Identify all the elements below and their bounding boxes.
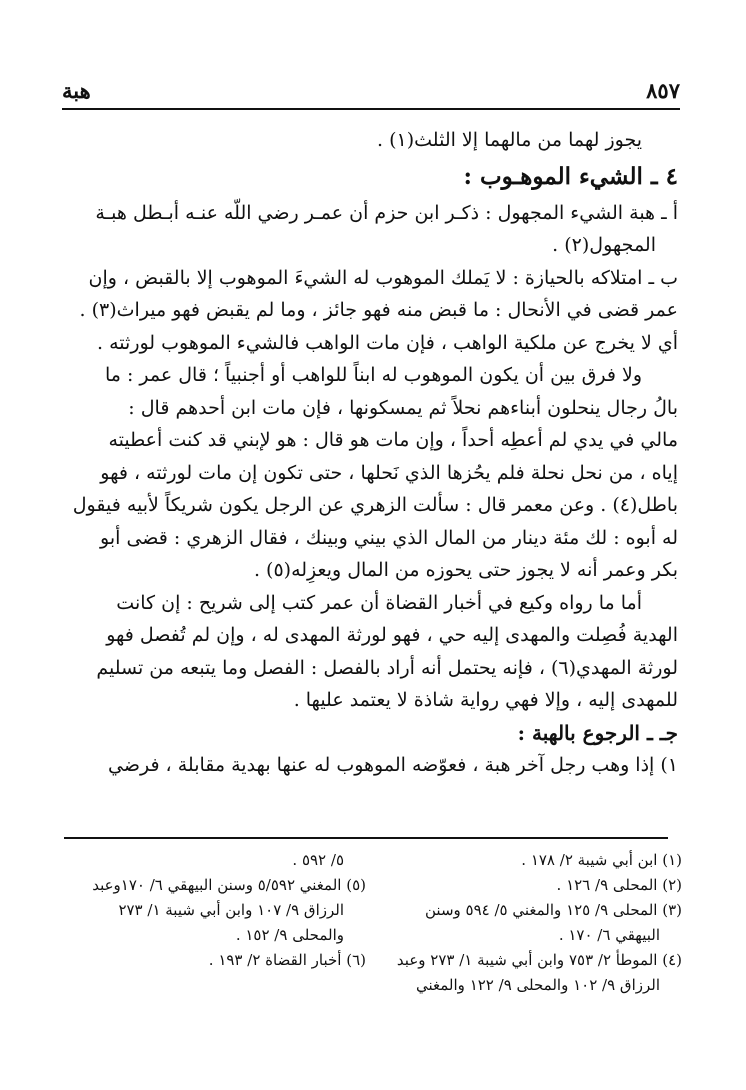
text-line: له أبوه : لك مئة دينار من المال الذي بيني وبينك ، فقال الزهري : قضى أبو bbox=[100, 526, 678, 549]
footnotes-right-column bbox=[378, 848, 682, 998]
text-line: للمهدى إليه ، وإلا فهي رواية شاذة لا يعتمد عليها . bbox=[293, 689, 678, 711]
subsection-a: أ ـ هبة الشيء المجهول : ذكـر ابن حزم أن عمـر رضي اللّه عنـه أبـطل هبـة bbox=[95, 201, 678, 224]
footnote-5-cont: والمحلى ٩/ ١٥٢ . bbox=[235, 926, 344, 944]
text-line: عمر قضى في الأنحال : ما قبض منه فهو جائز ، وما لم يقبض فهو ميراث(٣) . bbox=[79, 299, 678, 321]
text-line: المجهول(٢) . bbox=[552, 234, 656, 256]
text-line: بكر وعمر أنه لا يجوز حتى يحوزه من المال ويعزِله(٥) . bbox=[253, 559, 678, 581]
footnote-4-cont: ٥/ ٥٩٢ . bbox=[292, 851, 344, 869]
footnote-6: (٦) أخبار القضاة ٢/ ١٩٣ . bbox=[208, 951, 366, 969]
text-line: أي لا يخرج عن ملكية الواهب ، فإن مات الواهب فالشيء الموهوب لورثته . bbox=[97, 331, 678, 354]
footnote-2: (٢) المحلى ٩/ ١٢٦ . bbox=[556, 876, 682, 894]
text-line: الهدية فُصِلت والمهدى إليه حي ، فهو لورثة المهدى له ، وإن لم تُفصل فهو bbox=[106, 624, 678, 646]
text-line: أما ما رواه وكيع في أخبار القضاة أن عمر كتب إلى شريح : إن كانت bbox=[116, 591, 642, 614]
main-text bbox=[64, 124, 678, 782]
page-header bbox=[62, 78, 680, 110]
text-line: باطل(٤) . وعن معمر قال : سألت الزهري عن الرجل يكون شريكاً لأبيه فيقول bbox=[72, 494, 678, 516]
footnote-4: (٤) الموطأ ٢/ ٧٥٣ وابن أبي شيبة ١/ ٢٧٣ وعبد bbox=[396, 951, 682, 969]
section-heading: ٤ ـ الشيء الموهـوب : bbox=[463, 162, 678, 190]
footnotes-left-column bbox=[62, 848, 366, 973]
footnote-1: (١) ابن أبي شيبة ٢/ ١٧٨ . bbox=[521, 851, 682, 869]
page-number: ٨٥٧ bbox=[646, 78, 680, 103]
footnote-4-cont: الرزاق ٩/ ١٠٢ والمحلى ٩/ ١٢٢ والمغني bbox=[416, 976, 660, 994]
text-line: ولا فرق بين أن يكون الموهوب له ابناً للواهب أو أجنبياً ؛ قال عمر : ما bbox=[104, 364, 642, 386]
footnote-3: (٣) المحلى ٩/ ١٢٥ والمغني ٥/ ٥٩٤ وسنن bbox=[425, 901, 682, 919]
text-line: مالي في يدي لم أعطِه أحداً ، وإن مات هو قال : هو لإبني قد كنت أعطيته bbox=[108, 429, 678, 451]
footnote-5: (٥) المغني ٥/٥٩٢ وسنن البيهقي ٦/ ١٧٠وعبد bbox=[92, 876, 366, 894]
text-line: إياه ، من نحل نحلة فلم يحُزها الذي نَحلها ، حتى تكون إن مات لورثته ، فهو bbox=[100, 461, 678, 484]
subsection-b: ب ـ امتلاكه بالحيازة : لا يَملك الموهوب له الشيءَ الموهوب إلا بالقبض ، وإن bbox=[88, 266, 678, 289]
text-line: بالُ رجال ينحلون أبناءهم نحلاً ثم يمسكونها ، فإن مات ابن أحدهم قال : bbox=[128, 396, 678, 419]
text-line: ١) إذا وهب رجل آخر هبة ، فعوّضه الموهوب له عنها بهدية مقابلة ، فرضي bbox=[107, 754, 678, 776]
subsection-c-heading: جـ ـ الرجوع بالهبة : bbox=[517, 720, 678, 745]
footnote-separator bbox=[64, 837, 668, 839]
running-title: هبة bbox=[62, 78, 91, 103]
text-line: لورثة المهدي(٦) ، فإنه يحتمل أنه أراد بالفصل : الفصل وما يتبعه من تسليم bbox=[96, 656, 678, 679]
text-line: يجوز لهما من مالهما إلا الثلث(١) . bbox=[377, 129, 642, 151]
footnote-5-cont: الرزاق ٩/ ١٠٧ وابن أبي شيبة ١/ ٢٧٣ bbox=[118, 901, 344, 919]
footnote-3-cont: البيهقي ٦/ ١٧٠ . bbox=[558, 926, 660, 944]
